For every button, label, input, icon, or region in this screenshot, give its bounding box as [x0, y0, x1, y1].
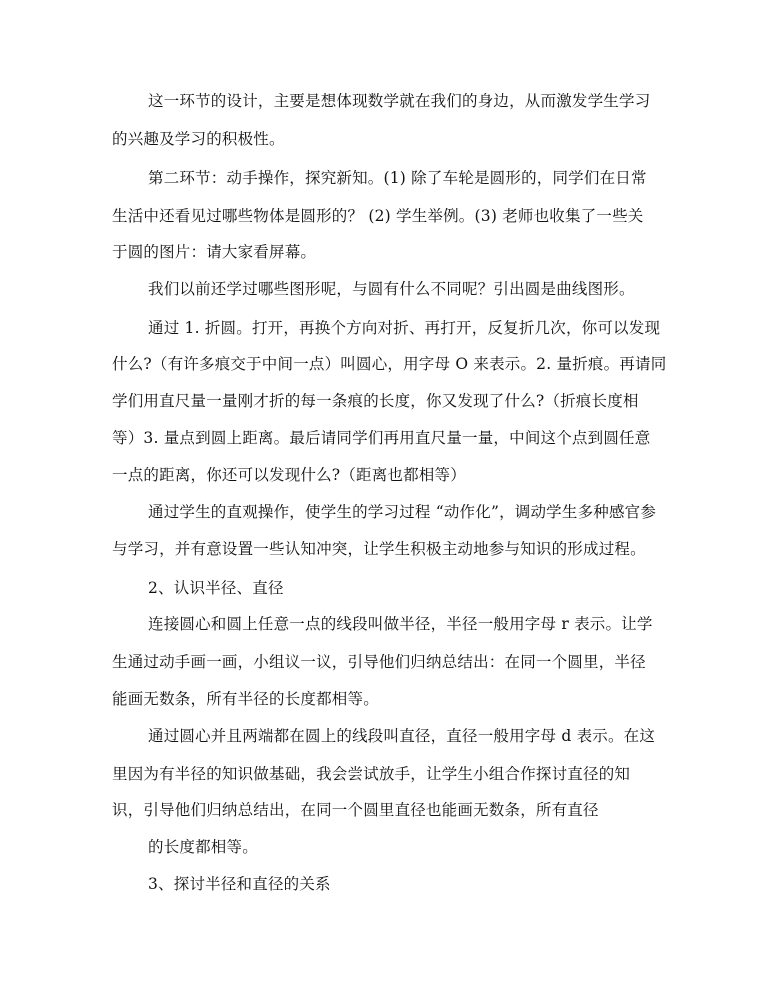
text-line: 里因为有半径的知识做基础，我会尝试放手，让学生小组合作探讨直径的知 — [112, 765, 631, 783]
text-line: 我们以前还学过哪些图形呢，与圆有什么不同呢？引出圆是曲线图形。 — [148, 280, 635, 298]
text-line: 能画无数条，所有半径的长度都相等。 — [112, 690, 379, 708]
text-line: 于圆的图片：请大家看屏幕。 — [112, 243, 317, 261]
text-line: 的兴趣及学习的积极性。 — [112, 130, 285, 148]
text-line: 连接圆心和圆上任意一点的线段叫做半径，半径一般用字母 r 表示。让学 — [148, 615, 653, 633]
text-line: 一点的距离，你还可以发现什么?（距离也都相等） — [112, 466, 466, 484]
text-line: 的长度都相等。 — [148, 838, 258, 856]
section-heading: 3、探讨半径和直径的关系 — [148, 875, 331, 893]
text-line: 通过圆心并且两端都在圆上的线段叫直径，直径一般用字母 d 表示。在这 — [148, 727, 656, 745]
text-line: 第二环节：动手操作，探究新知。(1) 除了车轮是圆形的，同学们在日常 — [148, 169, 647, 187]
text-line: 通过学生的直观操作，使学生的学习过程 “动作化”，调动学生多种感官参 — [148, 503, 657, 521]
section-heading: 2、认识半径、直径 — [148, 579, 284, 597]
text-line: 生活中还看见过哪些物体是圆形的？ (2) 学生举例。(3) 老师也收集了一些关 — [112, 207, 644, 225]
text-line: 等）3. 量点到圆上距离。最后请同学们再用直尺量一量，中间这个点到圆任意 — [112, 429, 651, 447]
text-line: 生通过动手画一画，小组议一议，引导他们归纳总结出：在同一个圆里，半径 — [112, 653, 646, 671]
text-line: 什么?（有许多痕交于中间一点）叫圆心，用字母 O 来表示。2. 量折痕。再请同 — [112, 355, 667, 373]
text-line: 识，引导他们归纳总结出，在同一个圆里直径也能画无数条，所有直径 — [112, 801, 599, 819]
text-line: 通过 1. 折圆。打开，再换个方向对折、再打开，反复折几次，你可以发现 — [148, 319, 661, 337]
text-line: 学们用直尺量一量刚才折的每一条痕的长度，你又发现了什么?（折痕长度相 — [112, 392, 639, 410]
text-line: 与学习，并有意设置一些认知冲突，让学生积极主动地参与知识的形成过程。 — [112, 540, 646, 558]
text-line: 这一环节的设计，主要是想体现数学就在我们的身边，从而激发学生学习 — [148, 92, 651, 110]
